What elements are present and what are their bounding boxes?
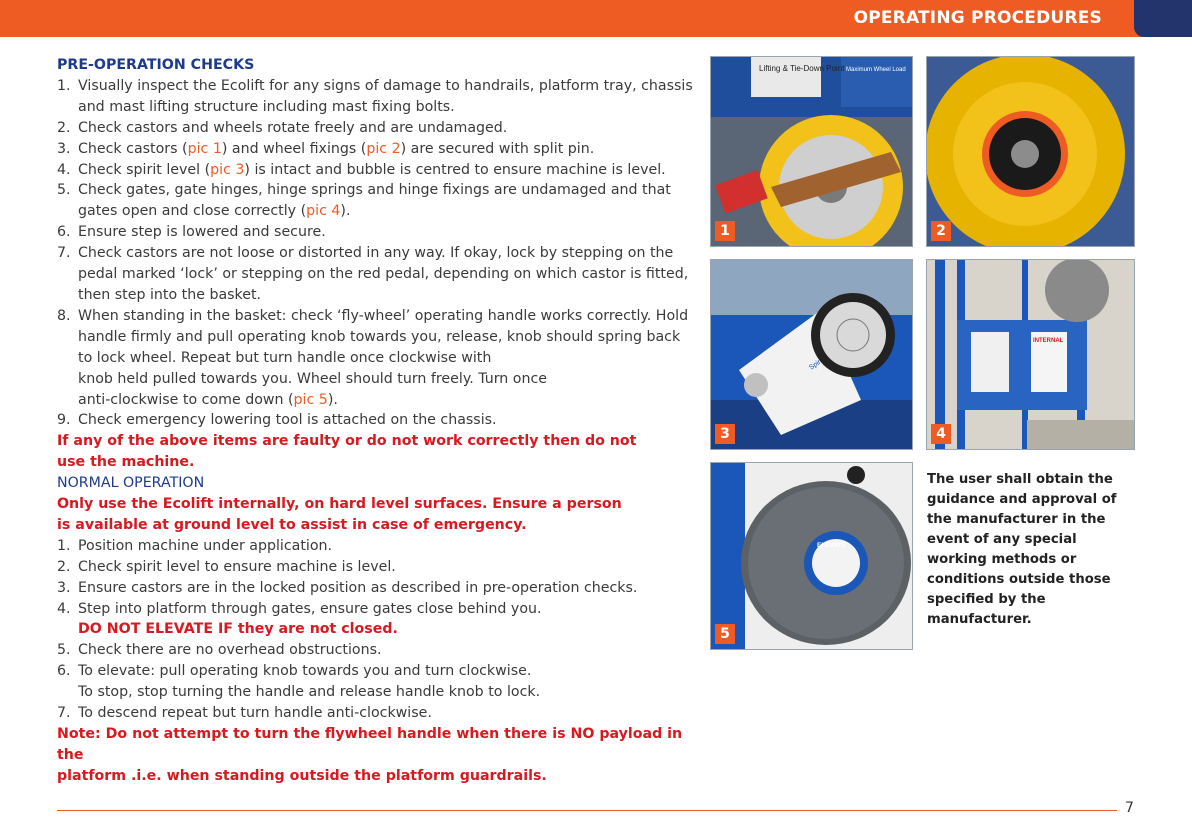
- list-item: 3. Check castors (pic 1) and wheel fixings (pic 2) are secured with split pin.: [57, 140, 595, 157]
- photo-label: 5: [715, 624, 735, 644]
- sticker-text: Lifting & Tie-Down Point: [759, 64, 845, 73]
- list-item: 5. Check there are no overhead obstructions.: [57, 642, 382, 659]
- photo-label: 2: [931, 221, 951, 241]
- pre-operation-list: [57, 76, 697, 431]
- photo-wheel: [926, 56, 1135, 247]
- castor-illustration: [711, 57, 912, 246]
- page-number: 7: [1125, 800, 1134, 816]
- normal-operation-heading: NORMAL OPERATION: [57, 475, 205, 492]
- pic-reference: pic 5: [293, 391, 328, 408]
- flywheel-illustration: [711, 463, 912, 649]
- pic-reference: pic 2: [366, 140, 401, 157]
- page-section-title: OPERATING PROCEDURES: [853, 8, 1102, 28]
- list-item: 9. Check emergency lowering tool is attached on the chassis.: [57, 412, 497, 429]
- photo-flywheel: [710, 462, 913, 650]
- footer-divider: [57, 810, 1117, 811]
- pic-reference: pic 4: [306, 203, 341, 220]
- pic-reference: pic 1: [187, 140, 222, 157]
- list-item: 1. Visually inspect the Ecolift for any signs of damage to handrails, platform tray, chassis and mast lifting structure including mast fixing bolts.: [57, 77, 693, 115]
- sticker-text: ELEVATE: [817, 542, 847, 549]
- photo-label: 4: [931, 424, 951, 444]
- photo-label: 3: [715, 424, 735, 444]
- list-item: 7. Check castors are not loose or distorted in any way. If okay, lock by stepping on the pedal marked ‘lock’ or stepping on the red pedal, depending on which castor is fitted, then step into the basket.: [57, 245, 689, 303]
- photo-spirit-level: [710, 259, 913, 450]
- photo-gates: [926, 259, 1135, 450]
- pre-operation-warning: If any of the above items are faulty or do not work correctly then do not use the machine.: [57, 433, 637, 471]
- list-item: 1. Position machine under application.: [57, 537, 333, 554]
- photo-castor: [710, 56, 913, 247]
- header-bar: [0, 0, 1192, 37]
- wheel-illustration: [927, 57, 1134, 246]
- list-item: 6. To elevate: pull operating knob towards you and turn clockwise. To stop, stop turning the handle and release handle knob to lock.: [57, 663, 541, 701]
- photo-label: 1: [715, 221, 735, 241]
- pre-operation-heading: PRE-OPERATION CHECKS: [57, 57, 255, 73]
- main-text: [57, 55, 697, 787]
- gates-illustration: [927, 260, 1134, 449]
- list-item: 6. Ensure step is lowered and secure.: [57, 224, 326, 241]
- normal-operation-list: [57, 536, 697, 724]
- header-tab: [1134, 0, 1192, 37]
- sticker-text: INTERNAL: [1033, 338, 1064, 344]
- sticker-text-2: Maximum Wheel Load: [846, 67, 906, 73]
- list-item: 4. Step into platform through gates, ensure gates close behind you. DO NOT ELEVATE IF they are not closed.: [57, 600, 542, 638]
- normal-operation-warning: Only use the Ecolift internally, on hard level surfaces. Ensure a person is available at ground level to assist in case of emergency.: [57, 496, 622, 533]
- list-item: 5. Check gates, gate hinges, hinge springs and hinge fixings are undamaged and that gates open and close correctly (pic 4).: [57, 182, 671, 220]
- list-item: 2. Check castors and wheels rotate freely and are undamaged.: [57, 119, 508, 136]
- manufacturer-note: The user shall obtain the guidance and approval of the manufacturer in the event of any special working methods or conditions outside those specified by the manufacturer.: [927, 472, 1117, 627]
- list-item: 2. Check spirit level to ensure machine is level.: [57, 558, 396, 575]
- list-item: 3. Ensure castors are in the locked position as described in pre-operation checks.: [57, 579, 638, 596]
- list-item: 7. To descend repeat but turn handle anti-clockwise.: [57, 705, 432, 722]
- spirit-level-illustration: [711, 260, 912, 449]
- sticker-text: Spirit: [808, 356, 826, 372]
- list-item: 4. Check spirit level (pic 3) is intact and bubble is centred to ensure machine is level.: [57, 161, 666, 178]
- list-item: 8. When standing in the basket: check ‘fly-wheel’ operating handle works correctly. Hold handle firmly and pull operating knob towards you, release, knob should spring back to lock wheel. Repeat but turn handle once clockwise with knob held pulled towards you. Wheel should turn freely. Turn once anti-clockwise to come down (pic 5).: [57, 307, 689, 408]
- pic-reference: pic 3: [210, 161, 245, 178]
- flywheel-note: Note: Do not attempt to turn the flywheel handle when there is NO payload in the platform .i.e. when standing outside the platform guardrails.: [57, 726, 683, 784]
- gate-warning: DO NOT ELEVATE IF they are not closed.: [78, 621, 398, 638]
